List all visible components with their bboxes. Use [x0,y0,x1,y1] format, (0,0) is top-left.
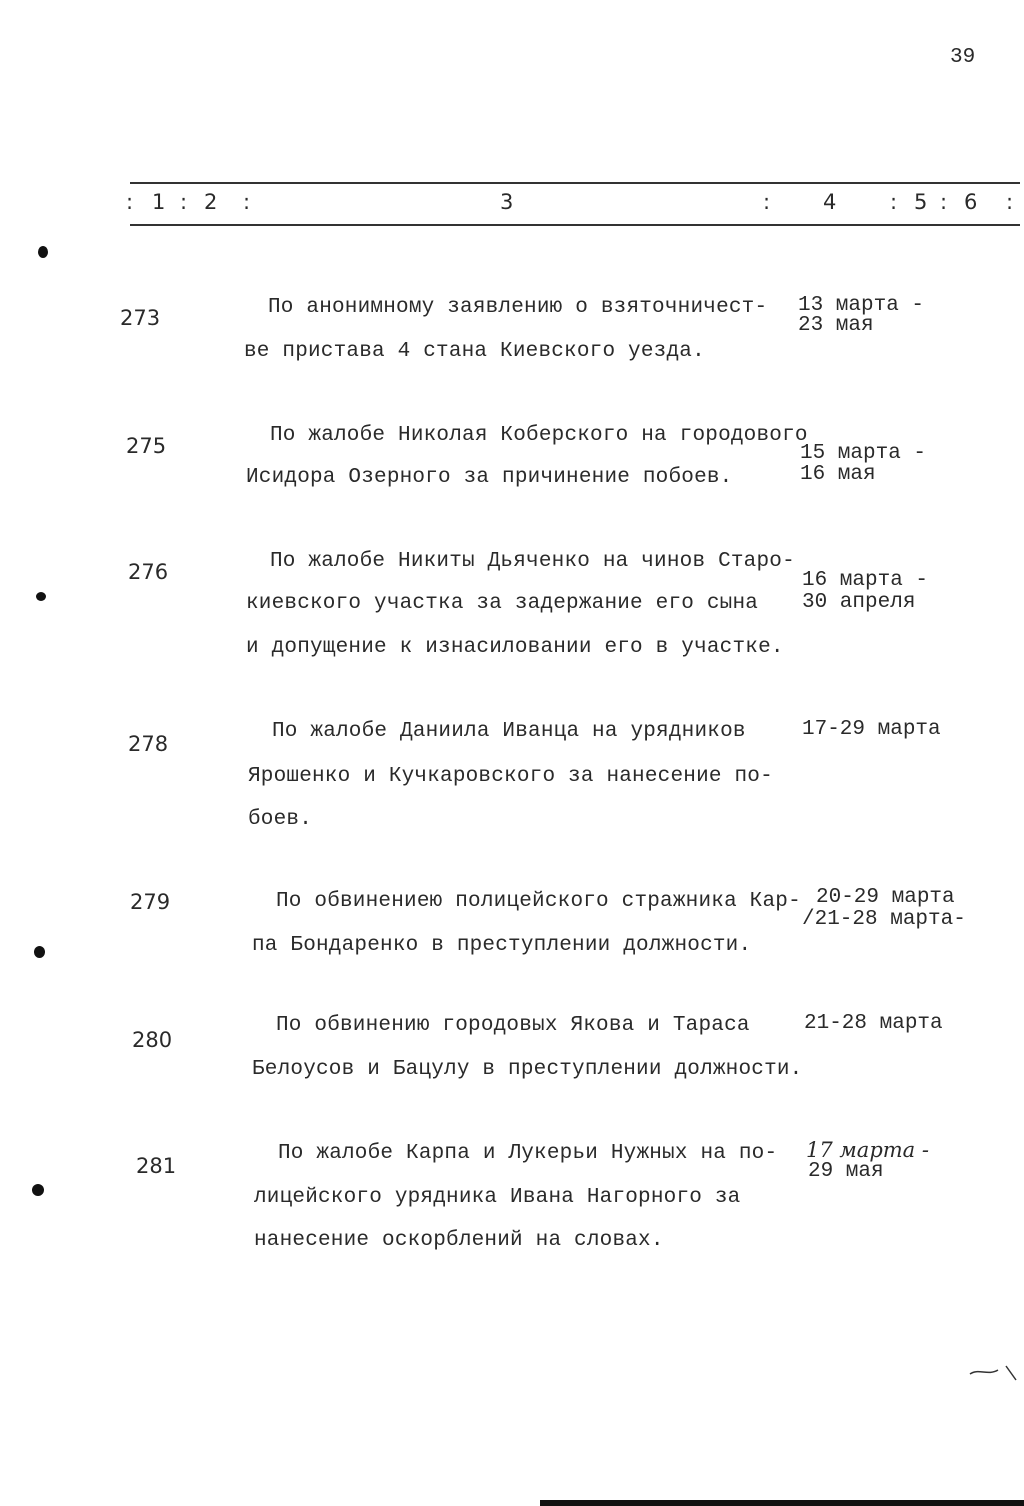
header-top-rule [130,182,1020,184]
entry-date-start: 13 марта - [798,294,925,317]
entry-text-line: Исидора Озерного за причинение побоев. [246,466,733,489]
header-separator: : [1006,190,1014,214]
header-separator: : [126,190,134,214]
entry-number: 273 [120,306,161,330]
entry-date-start-handwritten: 17 марта - [806,1138,929,1162]
entry-number: 279 [130,890,171,914]
column-header-3: 3 [500,190,514,214]
header-separator: : [763,190,771,214]
punch-mark [32,1184,44,1196]
page-number: 39 [950,46,976,69]
entry-date: 21-28 марта [804,1012,943,1035]
entry-date-end: 23 мая [798,314,874,337]
entry-text-line: ве пристава 4 стана Киевского уезда. [244,340,705,363]
entry-number: 278 [128,732,169,756]
entry-text-line: па Бондаренко в преступлении должности. [252,934,752,957]
header-separator: : [243,190,251,214]
scribble-mark [968,1362,1018,1382]
entry-date-start: 15 марта - [800,442,927,465]
entry-text-line: и допущение к изнасиловании его в участке. [246,636,784,659]
entry-text-line: По жалобе Никиты Дьяченко на чинов Старо- [270,550,795,573]
entry-number: 280 [132,1028,173,1052]
header-separator: : [180,190,188,214]
entry-date-end: 30 апреля [802,591,916,614]
entry-text-line: По жалобе Николая Коберского на городового [270,424,808,447]
entry-date: 17-29 марта [802,718,941,741]
header-bottom-rule [130,224,1020,226]
entry-number: 281 [136,1154,177,1178]
entry-text-line: боев. [248,808,313,831]
entry-date-corrected: /21-28 марта- [802,908,966,931]
entry-text-line: Ярошенко и Кучкаровского за нанесение по- [248,765,773,788]
scan-edge-shadow [540,1500,1024,1506]
column-header-1: 1 [152,190,166,214]
entry-text-line: По жалобе Даниила Иванца на урядников [272,720,746,743]
entry-text-line: По обвинению городовых Якова и Тараса [276,1014,750,1037]
column-header-4: 4 [823,190,837,214]
entry-date-end: 16 мая [800,463,876,486]
entry-number: 275 [126,434,167,458]
punch-mark [36,592,46,601]
header-separator: : [890,190,898,214]
entry-date-start: 20-29 марта [816,886,955,909]
entry-text-line: По анонимному заявлению о взяточничест- [268,296,768,319]
header-separator: : [940,190,948,214]
entry-text-line: киевского участка за задержание его сына [246,592,759,615]
entry-text-line: нанесение оскорблений на словах. [254,1229,664,1252]
entry-number: 276 [128,560,169,584]
punch-mark [38,246,48,258]
entry-text-line: Белоусов и Бацулу в преступлении должности. [252,1058,803,1081]
column-header-5: 5 [914,190,928,214]
punch-mark [34,946,45,958]
entry-text-line: лицейского урядника Ивана Нагорного за [254,1186,741,1209]
entry-date-start: 16 марта - [802,569,929,592]
entry-text-line: По жалобе Карпа и Лукерьи Нужных на по- [278,1142,778,1165]
column-header-2: 2 [204,190,218,214]
entry-text-line: По обвинениею полицейского стражника Кар- [276,890,801,913]
column-header-6: 6 [964,190,978,214]
entry-date-end: 29 мая [808,1160,884,1183]
